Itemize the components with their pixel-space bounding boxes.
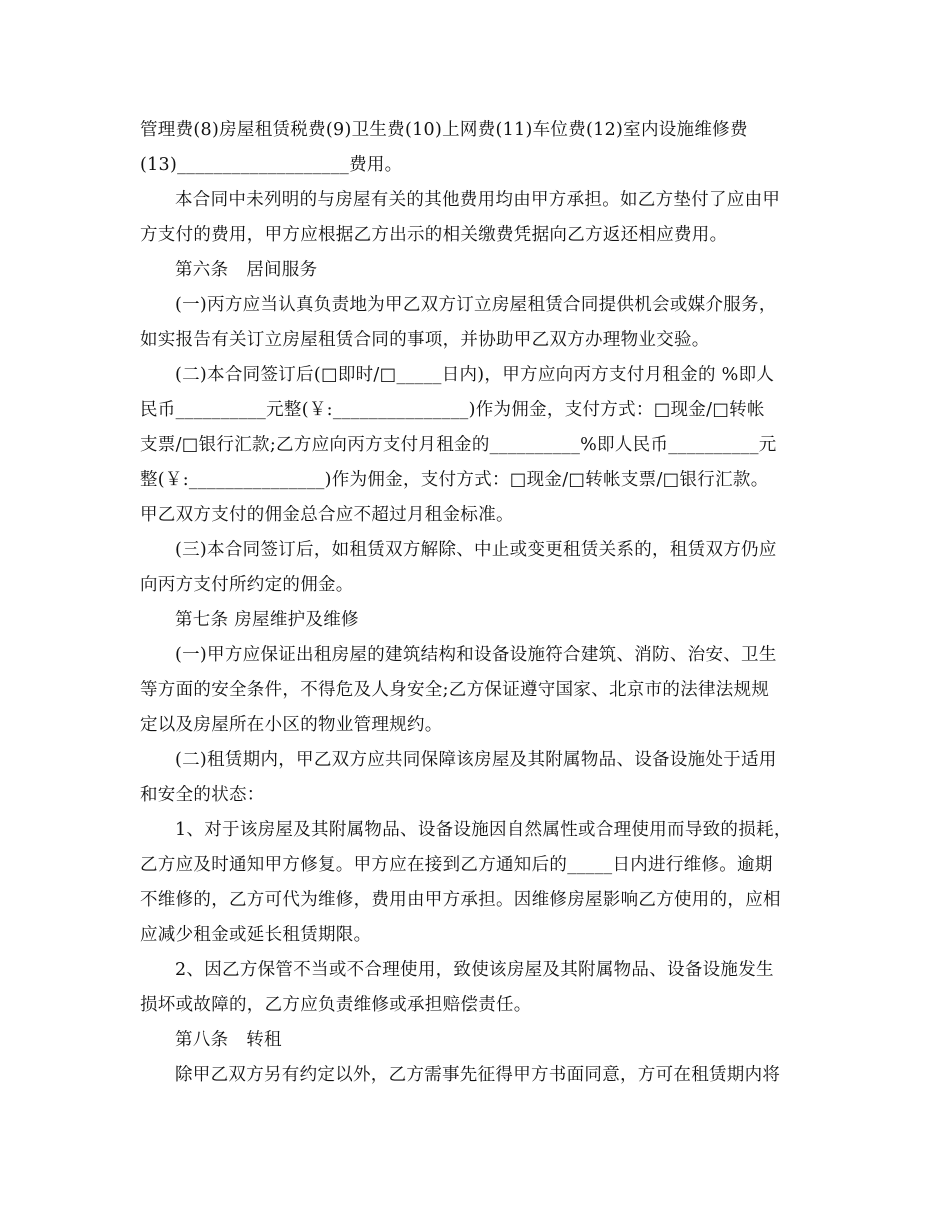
- text-line: 向丙方支付所约定的佣金。: [140, 575, 354, 595]
- text-line: (一)甲方应保证出租房屋的建筑结构和设备设施符合建筑、消防、治安、卫生: [175, 645, 777, 665]
- text-line: (二)本合同签订后(□即时/□_____日内)，甲方应向丙方支付月租金的 %即人: [175, 365, 775, 385]
- text-line: 整(￥:_______________)作为佣金，支付方式：□现金/□转帐支票/□银行汇款。: [140, 470, 769, 490]
- text-line: (一)丙方应当认真负责地为甲乙双方订立房屋租赁合同提供机会或媒介服务，: [175, 295, 777, 315]
- text-line: 定以及房屋所在小区的物业管理规约。: [140, 715, 443, 735]
- text-line: 损坏或故障的，乙方应负责维修或承担赔偿责任。: [140, 995, 532, 1015]
- text-line: 管理费(8)房屋租赁税费(9)卫生费(10)上网费(11)车位费(12)室内设施维修费: [140, 120, 748, 140]
- text-line: 2、因乙方保管不当或不合理使用，致使该房屋及其附属物品、设备设施发生: [175, 960, 774, 980]
- text-line: 等方面的安全条件，不得危及人身安全;乙方保证遵守国家、北京市的法律法规规: [140, 680, 770, 700]
- text-line: 除甲乙双方另有约定以外，乙方需事先征得甲方书面同意，方可在租赁期内将: [175, 1065, 781, 1085]
- text-line: (二)租赁期内，甲乙双方应共同保障该房屋及其附属物品、设备设施处于适用: [175, 750, 777, 770]
- text-line: 方支付的费用，甲方应根据乙方出示的相关缴费凭据向乙方返还相应费用。: [140, 225, 728, 245]
- text-line: 甲乙双方支付的佣金总合应不超过月租金标准。: [140, 505, 514, 525]
- text-line: 和安全的状态：: [140, 785, 265, 805]
- text-line: 应减少租金或延长租赁期限。: [140, 925, 372, 945]
- text-line: 如实报告有关订立房屋租赁合同的事项，并协助甲乙双方办理物业交验。: [140, 330, 710, 350]
- section-heading: 第六条 居间服务: [175, 260, 318, 280]
- section-heading: 第七条 房屋维护及维修: [175, 610, 359, 630]
- text-line: 1、对于该房屋及其附属物品、设备设施因自然属性或合理使用而导致的损耗，: [175, 820, 792, 840]
- text-line: (三)本合同签订后，如租赁双方解除、中止或变更租赁关系的，租赁双方仍应: [175, 540, 777, 560]
- text-line: 民币__________元整(￥:_______________)作为佣金，支付方式：□现金/□转帐: [140, 400, 765, 420]
- text-line: 支票/□银行汇款;乙方应向丙方支付月租金的__________%即人民币__________元: [140, 435, 777, 455]
- text-line: (13)___________________费用。: [140, 155, 403, 175]
- section-heading: 第八条 转租: [175, 1030, 282, 1050]
- text-line: 本合同中未列明的与房屋有关的其他费用均由甲方承担。如乙方垫付了应由甲: [175, 190, 781, 210]
- text-line: 乙方应及时通知甲方修复。甲方应在接到乙方通知后的_____日内进行维修。逾期: [140, 855, 773, 875]
- text-line: 不维修的，乙方可代为维修，费用由甲方承担。因维修房屋影响乙方使用的，应相: [140, 890, 781, 910]
